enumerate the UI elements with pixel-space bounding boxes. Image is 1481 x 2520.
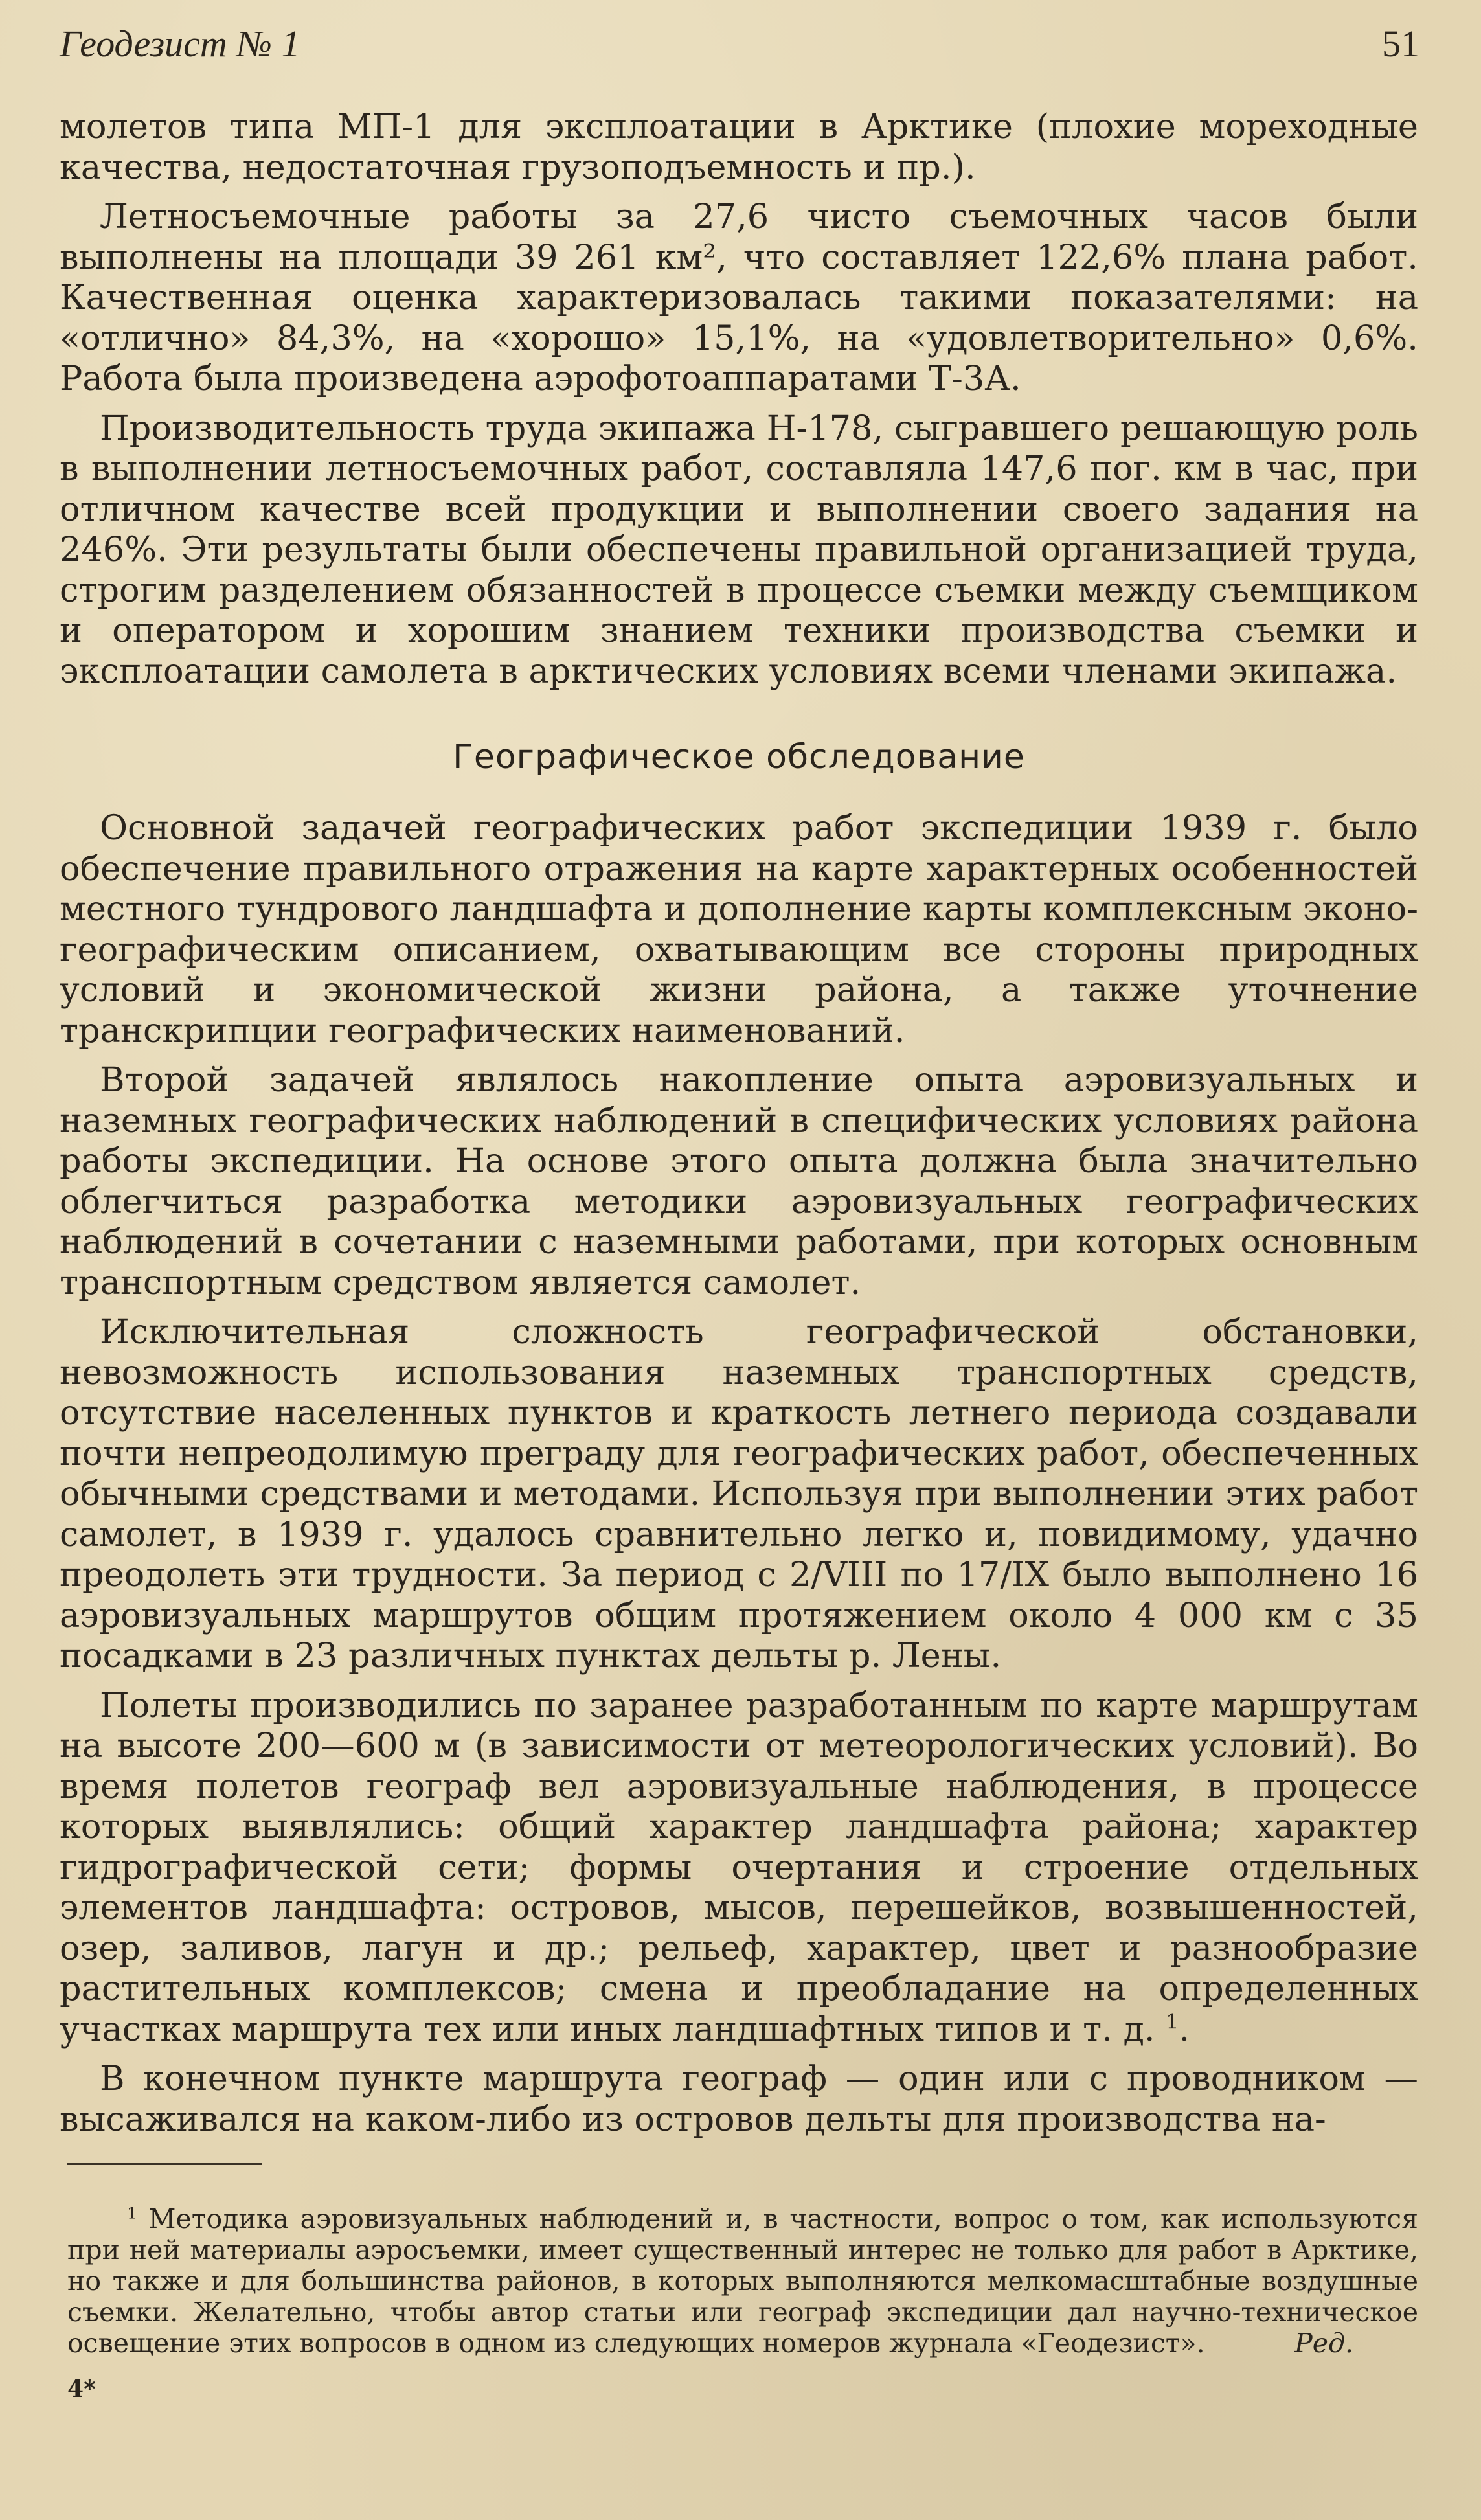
paragraph: В конечном пункте маршрута географ — один или с проводником — высаживался на каком-либо из островов дельты для производства на- [60, 2059, 1418, 2139]
footnote-divider [67, 2163, 262, 2165]
section-heading: Географическое обследование [453, 738, 1025, 777]
footnote [67, 2203, 1418, 2359]
paragraph: Производительность труда экипажа Н-178, сыгравшего решающую роль в выполнении летносъемочных работ, составляла 147,6 пог. км в час, при отличном качестве всей продукции и выполнении своего задания на 246%. Эти результаты были обеспечены правильной организацией труда, строгим разделением обязанностей в процессе съемки между съемщиком и оператором и хорошим знанием техники производства съемки и эксплоатации самолета в арктических условиях всеми членами экипажа. [60, 408, 1418, 691]
editor-mark: Ред. [1294, 2328, 1353, 2359]
paragraph: Второй задачей являлось накопление опыта аэровизуальных и наземных географических наблюдений в специфических условиях района работы экспедиции. На основе этого опыта должна была значительно облегчиться разработка методики аэровизуальных географических наблюдений в сочетании с наземными работами, при которых основным транспортным средством является самолет. [60, 1060, 1418, 1302]
paragraph-with-footnote: Полеты производились по заранее разработанным по карте маршрутам на высоте 200—600 м (в зависимости от метеорологических условий). Во время полетов географ вел аэровизуальные наблюдения, в процессе которых выявлялись: общий характер ландшафта района; характер гидрографической сети; формы очертания и строение отдельных элементов ландшафта: островов, мысов, перешейков, возвышенностей, озер, заливов, лагун и др.; рельеф, характер, цвет и разнообразие растительных комплексов; смена и преобладание на определенных участках маршрута тех или иных ландшафтных типов и т. д. $^1$. [60, 1685, 1418, 2049]
page-number: 51 [1382, 23, 1419, 65]
paragraph-text: Полеты производились по заранее разработанным по карте маршрутам на высоте 200—600 м (в зависимости от метеорологических условий). Во время полетов географ вел аэровизуальные наблюдения, в процессе которых выявлялись: общий характер ландшафта района; характер гидрографической сети; формы очертания и строение отдельных элементов ландшафта: островов, мысов, перешейков, возвышенностей, озер, заливов, лагун и др.; рельеф, характер, цвет и разнообразие растительных комплексов; смена и преобладание на определенных участках маршрута тех или иных ландшафтных типов и т. д. [60, 1685, 1418, 2049]
paragraph: Основной задачей географических работ экспедиции 1939 г. было обеспечение правильного отражения на карте характерных особенностей местного тундрового ландшафта и дополнение карты комплексным эконо-географическим описанием, охватывающим все стороны природных условий и экономической жизни района, а также уточнение транскрипции географических наименований. [60, 808, 1418, 1050]
printer-signature: 4* [67, 2376, 96, 2403]
footnote-marker: 1 [127, 2203, 137, 2223]
page-header [60, 18, 1419, 70]
paragraph: молетов типа МП-1 для эксплоатации в Арктике (плохие мореходные качества, недостаточная грузоподъемность и пр.). [60, 107, 1418, 187]
footnote-reference: 1 [1166, 2010, 1179, 2034]
footnote-text: Методика аэровизуальных наблюдений и, в частности, вопрос о том, как используются при ней материалы аэросъемки, имеет существенный интерес не только для работ в Арктике, но также и для большинства районов, в которых выполняются мелкомасштабные воздушные съемки. Желательно, чтобы автор статьи или географ экспедиции дал научно-техническое освещение этих вопросов в одном из следующих номеров журнала «Геодезист». [67, 2203, 1418, 2359]
paragraph: Летносъемочные работы за 27,6 чисто съемочных часов были выполнены на площади 39 261 км², что составляет 122,6% плана работ. Качественная оценка характеризовалась такими показателями: на «отлично» 84,3%, на «хорошо» 15,1%, на «удовлетворительно» 0,6%. Работа была произведена аэрофотоаппаратами Т-3А. [60, 197, 1418, 398]
journal-title: Геодезист № 1 [60, 23, 300, 65]
body-text [60, 107, 1418, 2149]
paragraph: Исключительная сложность географической обстановки, невозможность использования наземных транспортных средств, отсутствие населенных пунктов и краткость летнего периода создавали почти непреодолимую преграду для географических работ, обеспеченных обычными средствами и методами. Используя при выполнении этих работ самолет, в 1939 г. удалось сравнительно легко и, повидимому, удачно преодолеть эти трудности. За период с 2/VIII по 17/IX было выполнено 16 аэровизуальных маршрутов общим протяжением около 4 000 км с 35 посадками в 23 различных пунктах дельты р. Лены. [60, 1312, 1418, 1675]
